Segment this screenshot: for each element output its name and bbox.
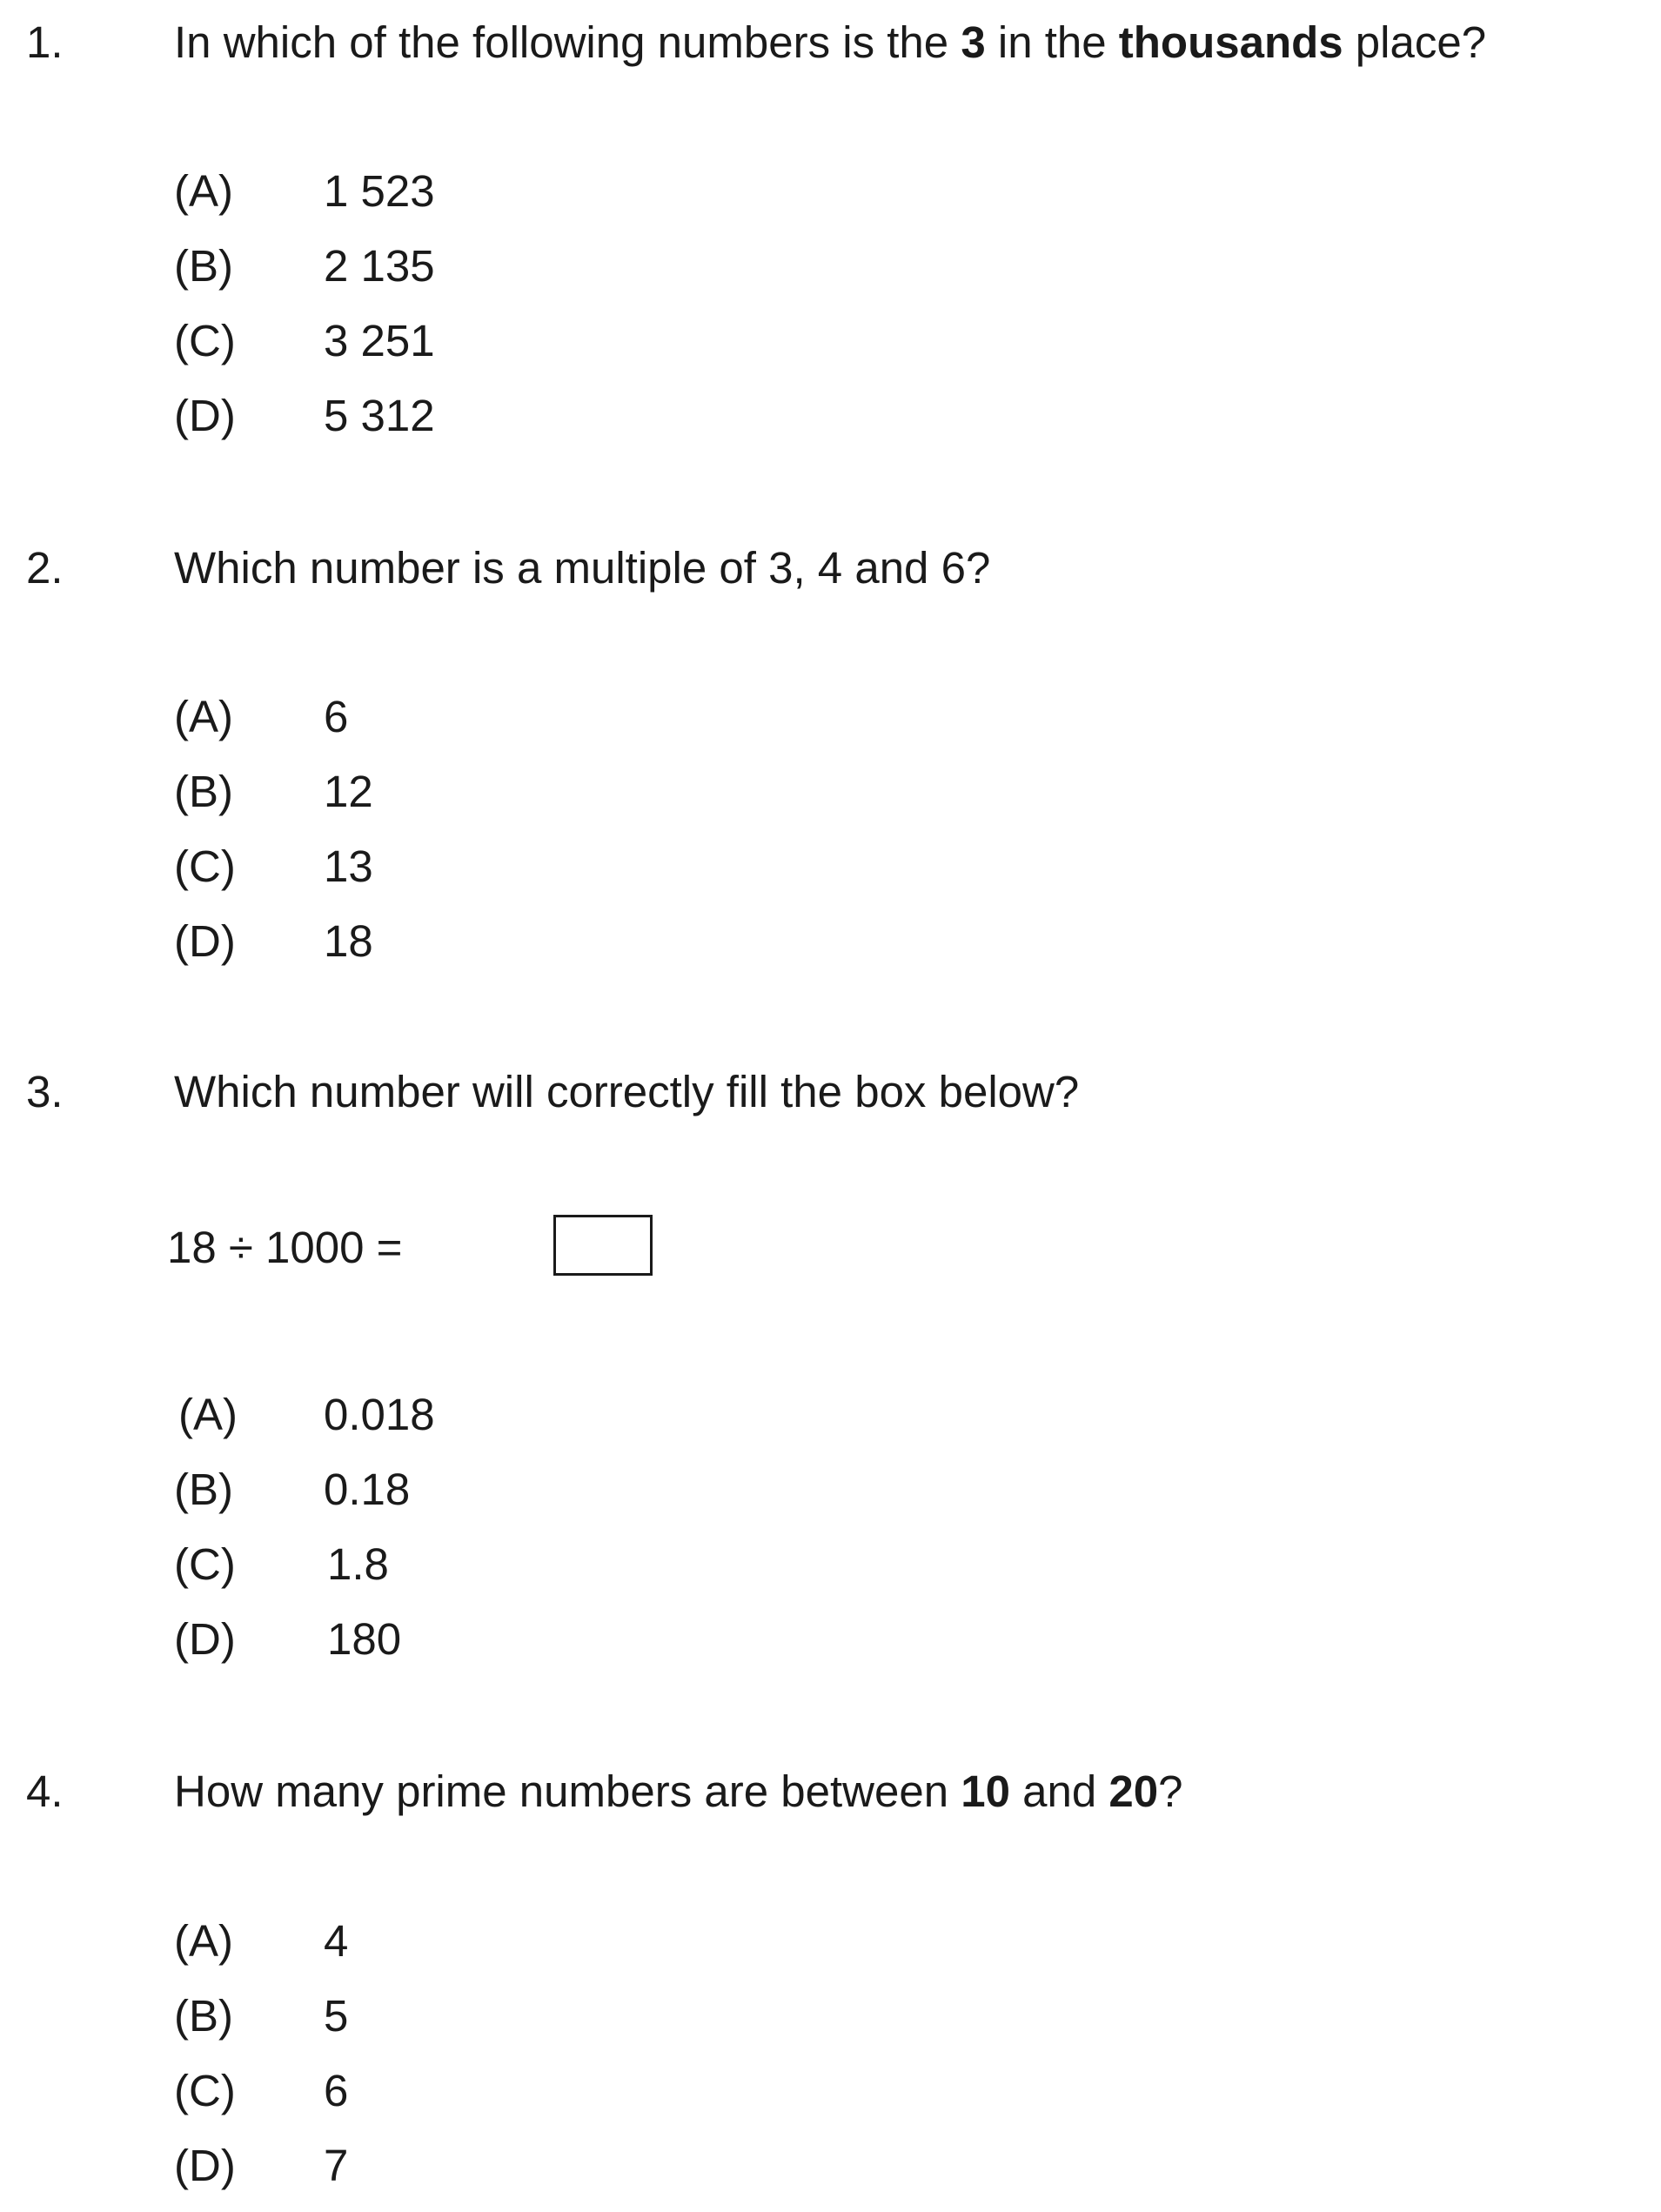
question-1-text-emphasis: thousands xyxy=(1118,17,1343,67)
question-4-text-part: and xyxy=(1009,1766,1109,1816)
question-2-option-a-letter: (A) xyxy=(174,692,233,741)
question-3-option-b-value: 0.18 xyxy=(324,1465,411,1514)
question-3-equation: 18 ÷ 1000 = xyxy=(167,1223,403,1272)
question-3-option-d-value: 180 xyxy=(327,1614,402,1664)
question-1-option-a-letter: (A) xyxy=(174,166,233,216)
question-4-option-b-value: 5 xyxy=(324,1991,349,2041)
question-2-text: Which number is a multiple of 3, 4 and 6? xyxy=(174,543,991,593)
question-3-number: 3. xyxy=(26,1067,64,1116)
question-1-option-c-value: 3 251 xyxy=(324,316,435,365)
question-4-text-part: ? xyxy=(1158,1766,1183,1816)
question-2-option-b-letter: (B) xyxy=(174,767,233,816)
question-1-option-d-value: 5 312 xyxy=(324,391,435,440)
question-2-option-d-value: 18 xyxy=(324,916,373,966)
question-2-number: 2. xyxy=(26,543,64,593)
question-3-option-d-letter: (D) xyxy=(174,1614,236,1664)
question-1-text-part: In which of the following numbers is the xyxy=(174,17,961,67)
question-1-option-c-letter: (C) xyxy=(174,316,236,365)
question-4-option-c-letter: (C) xyxy=(174,2066,236,2115)
question-1-number: 1. xyxy=(26,17,64,67)
answer-box xyxy=(553,1215,653,1276)
question-2-option-d-letter: (D) xyxy=(174,916,236,966)
question-3-option-a-value: 0.018 xyxy=(324,1390,435,1439)
question-3-option-b-letter: (B) xyxy=(174,1465,233,1514)
question-4-text-part: How many prime numbers are between xyxy=(174,1766,961,1816)
question-1-text-part: in the xyxy=(985,17,1119,67)
question-1-text-emphasis: 3 xyxy=(961,17,986,67)
question-2-option-a-value: 6 xyxy=(324,692,349,741)
question-1-option-d-letter: (D) xyxy=(174,391,236,440)
question-4-option-b-letter: (B) xyxy=(174,1991,233,2041)
question-4-text xyxy=(174,1766,1183,1816)
question-1-text-part: place? xyxy=(1343,17,1487,67)
question-4-text-emphasis: 10 xyxy=(961,1766,1010,1816)
question-3-text: Which number will correctly fill the box below? xyxy=(174,1067,1080,1116)
question-4-number: 4. xyxy=(26,1766,64,1816)
question-4-option-d-value: 7 xyxy=(324,2141,349,2190)
question-4-text-emphasis: 20 xyxy=(1108,1766,1159,1816)
question-1-text xyxy=(174,17,1487,67)
question-2-option-b-value: 12 xyxy=(324,767,373,816)
question-1-option-b-value: 2 135 xyxy=(324,241,435,291)
question-4-option-d-letter: (D) xyxy=(174,2141,236,2190)
question-2-option-c-value: 13 xyxy=(324,841,373,891)
question-3-option-c-letter: (C) xyxy=(174,1539,236,1589)
question-4-option-a-letter: (A) xyxy=(174,1916,233,1966)
question-4-option-a-value: 4 xyxy=(324,1916,349,1966)
question-1-option-a-value: 1 523 xyxy=(324,166,435,216)
question-3-option-c-value: 1.8 xyxy=(327,1539,389,1589)
question-3-option-a-letter: (A) xyxy=(178,1390,238,1439)
question-1-option-b-letter: (B) xyxy=(174,241,233,291)
question-4-option-c-value: 6 xyxy=(324,2066,349,2115)
question-2-option-c-letter: (C) xyxy=(174,841,236,891)
